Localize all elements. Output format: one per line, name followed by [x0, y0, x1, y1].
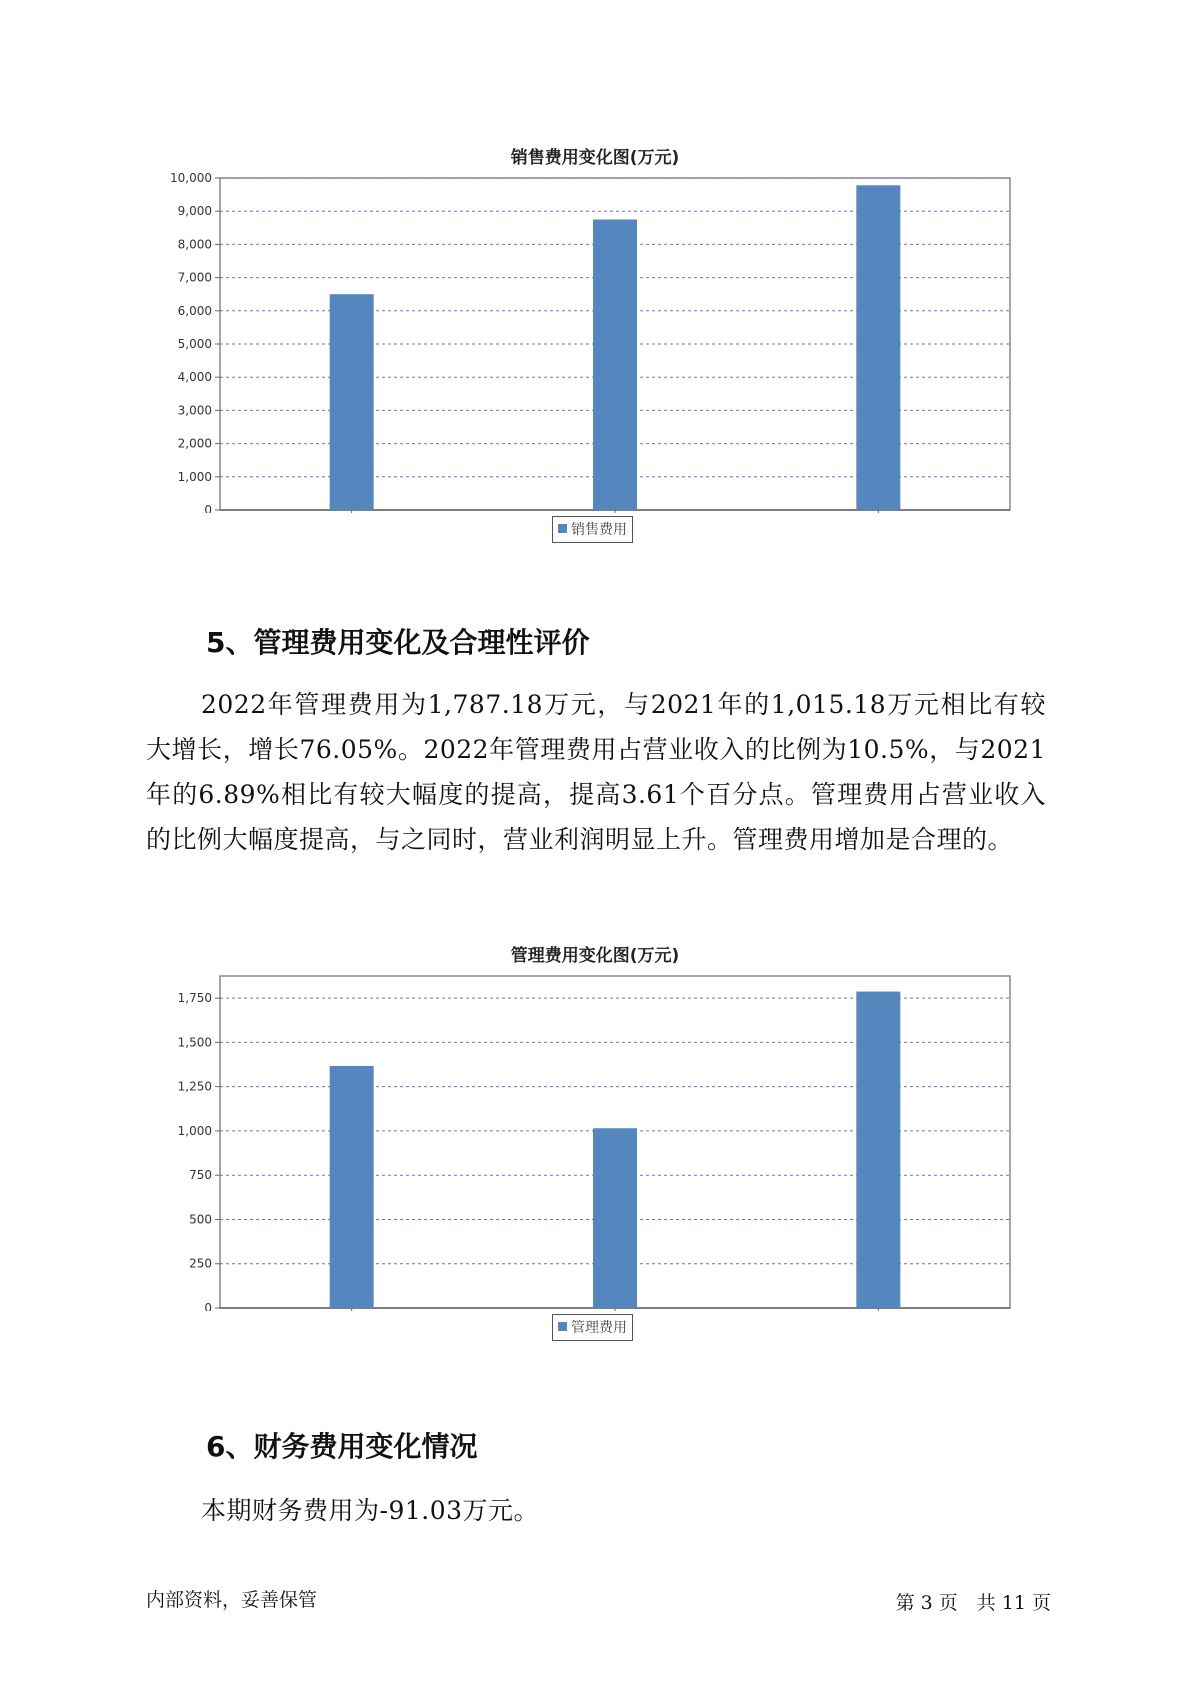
section6-paragraph: 本期财务费用为-91.03万元。	[201, 1496, 540, 1525]
bar	[330, 1066, 374, 1308]
section6-heading: 6、财务费用变化情况	[206, 1430, 478, 1463]
y-tick-label: 1,000	[177, 1123, 212, 1138]
y-tick-label: 8,000	[177, 237, 212, 252]
y-tick-label: 9,000	[177, 204, 212, 219]
footer-confidential: 内部资料，妥善保管	[146, 1589, 318, 1611]
legend-swatch	[558, 524, 567, 533]
bar	[856, 185, 900, 510]
y-tick-label: 3,000	[177, 403, 212, 418]
chart-title: 销售费用变化图(万元)	[510, 148, 680, 168]
y-tick-label: 1,000	[177, 469, 212, 484]
y-tick-label: 7,000	[177, 270, 212, 285]
sales-expense-chart	[140, 143, 1050, 538]
chart-legend	[552, 1314, 633, 1341]
bar	[593, 1128, 637, 1308]
y-tick-label: 4,000	[177, 370, 212, 385]
admin-expense-chart-svg	[140, 966, 1050, 1311]
bar	[593, 220, 637, 511]
bar	[856, 992, 900, 1308]
y-tick-label: 5,000	[177, 337, 212, 351]
y-tick-label: 10,000	[170, 171, 212, 185]
y-tick-label: 750	[189, 1168, 212, 1183]
chart-title: 管理费用变化图(万元)	[510, 946, 680, 966]
footer-page-number: 第 3 页 共 11 页	[895, 1592, 1051, 1614]
sales-expense-chart-svg	[140, 168, 1050, 513]
y-tick-label: 0	[204, 1301, 212, 1311]
y-tick-label: 500	[189, 1212, 212, 1227]
y-tick-label: 6,000	[177, 303, 212, 318]
y-tick-label: 1,250	[177, 1079, 212, 1094]
y-tick-label: 0	[204, 503, 212, 513]
section5-heading: 5、管理费用变化及合理性评价	[206, 626, 590, 659]
admin-expense-chart	[140, 941, 1050, 1336]
y-tick-label: 250	[189, 1256, 212, 1271]
legend-swatch	[558, 1322, 567, 1331]
y-tick-label: 2,000	[177, 436, 212, 451]
section5-paragraph: 2022年管理费用为1,787.18万元，与2021年的1,015.18万元相比有较大增长，增长76.05%。2022年管理费用占营业收入的比例为10.5%，与2021年的6.89%相比有较大幅度的提高，提高3.61个百分点。管理费用占营业收入的比例大幅度提高，与之同时，营业利润明显上升。管理费用增加是合理的。	[146, 690, 1046, 854]
chart-legend	[552, 516, 633, 543]
y-tick-label: 1,500	[177, 1035, 212, 1050]
legend-label: 管理费用	[571, 1320, 627, 1336]
bar	[330, 294, 374, 510]
legend-label: 销售费用	[571, 522, 627, 538]
y-tick-label: 1,750	[177, 991, 212, 1006]
